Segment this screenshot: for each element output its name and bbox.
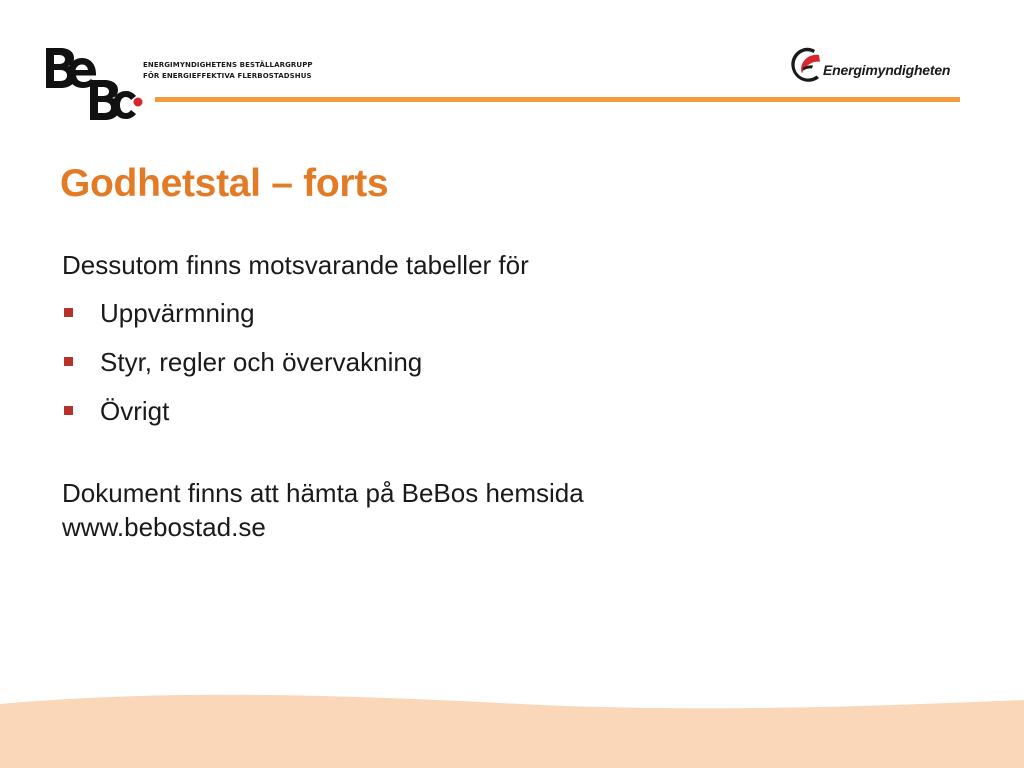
document-info	[62, 476, 962, 544]
bebo-tagline	[143, 60, 313, 82]
bullet-list	[62, 296, 962, 428]
square-bullet-icon	[64, 406, 73, 415]
footer-wave	[0, 694, 1024, 768]
bullet-item	[62, 394, 962, 428]
intro-text: Dessutom finns motsvarande tabeller för	[62, 250, 529, 280]
slide-body	[62, 248, 962, 544]
bebo-logo	[44, 44, 144, 120]
bullet-item	[62, 345, 962, 379]
tagline-line-2: FÖR ENERGIEFFEKTIVA FLERBOSTADSHUS	[143, 72, 312, 80]
slide-title: Godhetstal – forts	[60, 162, 389, 205]
bullet-text: Uppvärmning	[100, 298, 255, 328]
energimyndigheten-swoosh-icon	[788, 46, 824, 86]
tagline-line-1: ENERGIMYNDIGHETENS BESTÄLLARGRUPP	[143, 61, 313, 69]
website-url: www.bebostad.se	[62, 512, 266, 542]
bullet-text: Övrigt	[100, 396, 170, 426]
square-bullet-icon	[64, 308, 73, 317]
square-bullet-icon	[64, 357, 73, 366]
energimyndigheten-logo	[788, 46, 960, 86]
bullet-item	[62, 296, 962, 330]
header-divider	[155, 97, 960, 102]
energimyndigheten-wordmark: Energimyndigheten	[823, 62, 951, 78]
document-text: Dokument finns att hämta på BeBos hemsida	[62, 478, 584, 508]
bullet-text: Styr, regler och övervakning	[100, 347, 423, 377]
